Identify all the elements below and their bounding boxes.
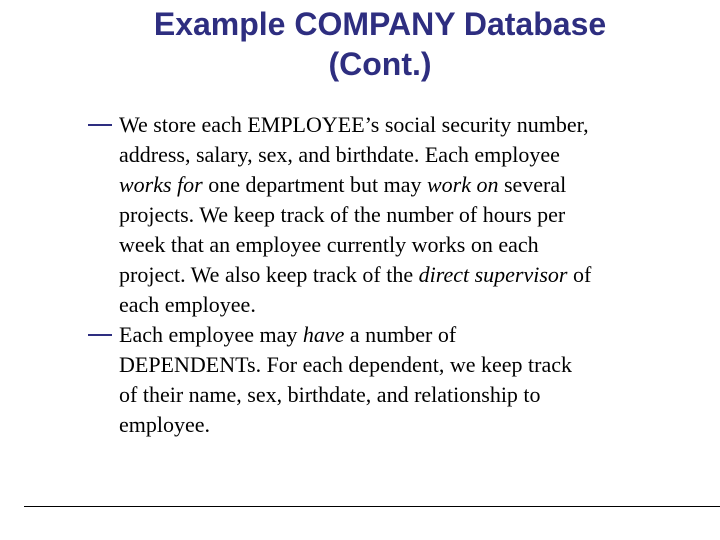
text-run: one department but may <box>202 172 427 197</box>
text-line <box>119 410 708 440</box>
text-line <box>119 260 708 290</box>
text-run: employee. <box>119 412 211 437</box>
text-run: address, salary, sex, and birthdate. Each employee <box>119 142 560 167</box>
text-run: each employee. <box>119 292 256 317</box>
text-line <box>119 290 708 320</box>
text-run: a number of <box>344 322 457 347</box>
text-run: Each employee may <box>119 322 303 347</box>
text-line <box>119 320 708 350</box>
dash-bullet-icon <box>88 334 112 336</box>
text-run: several <box>498 172 567 197</box>
bullet-item <box>88 320 708 440</box>
text-run: project. We also keep track of the <box>119 262 419 287</box>
bullet-list <box>88 110 708 440</box>
text-run: projects. We keep track of the number of hours per <box>119 202 566 227</box>
text-line <box>119 140 708 170</box>
slide-title <box>100 4 660 84</box>
text-line <box>119 200 708 230</box>
emphasis-work-on: work on <box>426 172 499 197</box>
text-line <box>119 350 708 380</box>
title-line-1: Example COMPANY Database <box>153 6 607 42</box>
emphasis-works-for: works for <box>119 172 203 197</box>
text-run: of <box>567 262 592 287</box>
text-run: of their name, sex, birthdate, and relationship to <box>119 382 541 407</box>
dash-bullet-icon <box>88 124 112 126</box>
text-line <box>119 170 708 200</box>
text-run: We store each EMPLOYEE’s social security number, <box>119 112 589 137</box>
text-run: DEPENDENTs. For each dependent, we keep track <box>119 352 572 377</box>
title-line-2: (Cont.) <box>328 46 432 82</box>
text-line <box>119 380 708 410</box>
footer-divider <box>24 506 720 507</box>
text-run: week that an employee currently works on each <box>119 232 539 257</box>
bullet-item <box>88 110 708 320</box>
emphasis-direct-supervisor: direct supervisor <box>418 262 568 287</box>
emphasis-have: have <box>302 322 345 347</box>
text-line <box>119 230 708 260</box>
text-line <box>119 110 708 140</box>
